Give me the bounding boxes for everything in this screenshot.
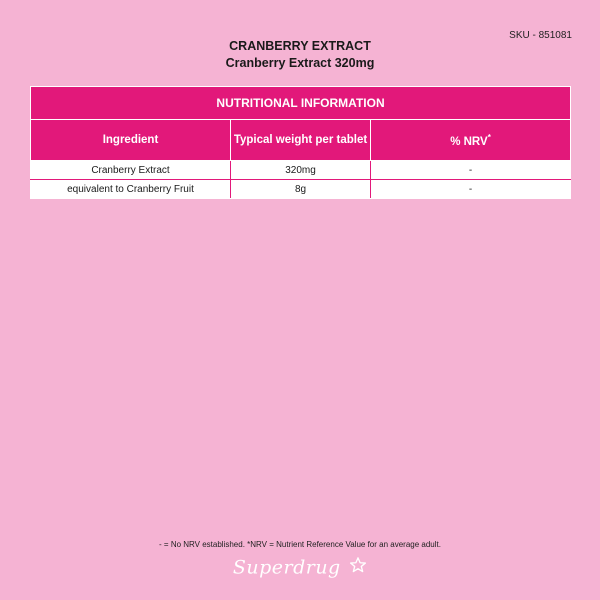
logo-text: Superdrug [232,556,341,579]
table-row [31,180,571,199]
nutrition-table [30,86,571,199]
nrv-asterisk: * [487,133,491,143]
nutrition-table-container [30,86,570,199]
footnote: - = No NRV established. *NRV = Nutrient Reference Value for an average adult. [159,540,441,549]
nrv-label: % NRV [450,135,488,148]
cell-weight: 8g [231,180,371,199]
cell-ingredient: Cranberry Extract [31,161,231,180]
superdrug-logo [0,556,600,579]
column-header-weight: Typical weight per tablet [231,120,371,161]
product-subtitle: Cranberry Extract 320mg [225,56,375,70]
cell-ingredient: equivalent to Cranberry Fruit [31,180,231,199]
cell-nrv: - [371,161,571,180]
table-heading: NUTRITIONAL INFORMATION [31,87,571,120]
star-outline-icon [349,556,367,579]
column-header-ingredient: Ingredient [31,120,231,161]
product-title-block [0,38,600,72]
cell-weight: 320mg [231,161,371,180]
cell-nrv: - [371,180,571,199]
column-header-nrv [371,120,571,161]
sku-label: SKU - 851081 [509,30,572,41]
product-title: CRANBERRY EXTRACT [229,39,371,53]
table-row [31,161,571,180]
